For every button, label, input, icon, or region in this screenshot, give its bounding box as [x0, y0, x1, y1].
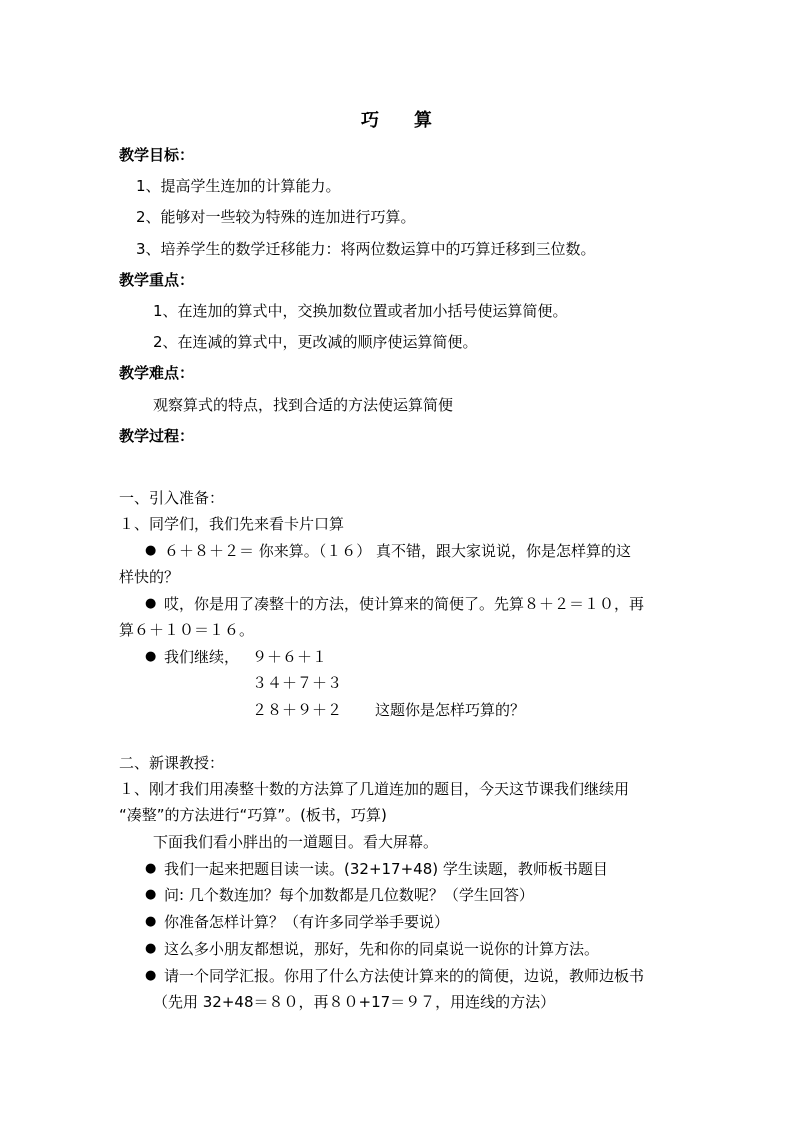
section1-bullet2-line2: 算６＋１０＝１６。	[119, 621, 255, 639]
section1-bullet1-line1: ６＋８＋２＝ 你来算。（１６） 真不错，跟大家说说，你是怎样算的这	[164, 542, 632, 560]
section1-bullet3-label: 我们继续，	[164, 648, 240, 666]
key-point-item-1: 1、在连加的算式中，交换加数位置或者加小括号使运算简便。	[153, 302, 568, 320]
section1-intro: １、同学们，我们先来看卡片口算	[119, 515, 345, 533]
section2-bullet-2: 问: 几个数连加？每个加数都是几位数呢？（学生回答）	[164, 886, 534, 904]
bullet-icon: ●	[145, 968, 157, 983]
expression-3: ２８＋９＋２	[252, 701, 343, 719]
section2-last-line: （先用 32+48＝８０，再８０+17＝９７，用连线的方法）	[153, 993, 556, 1011]
expression-2: ３４＋７＋３	[252, 674, 343, 692]
section2-bullet-4: 这么多小朋友都想说，那好，先和你的同桌说一说你的计算方法。	[164, 940, 600, 958]
title-part-2: 算	[414, 110, 433, 131]
bullet-icon: ●	[145, 861, 157, 876]
section2-bullet-5: 请一个同学汇报。你用了什么方法使计算来的的简便，边说，教师边板书	[164, 967, 645, 985]
title-part-1: 巧	[361, 110, 380, 131]
section1-heading: 一、引入准备：	[119, 489, 225, 507]
section2-bullet-1: 我们一起来把题目读一读。(32+17+48) 学生读题，教师板书题目	[164, 860, 608, 878]
process-heading: 教学过程：	[119, 427, 195, 445]
bullet-icon: ●	[145, 941, 157, 956]
objective-item-1: 1、提高学生连加的计算能力。	[136, 177, 341, 195]
objective-item-3: 3、培养学生的数学迁移能力：将两位数运算中的巧算迁移到三位数。	[136, 240, 596, 258]
key-point-item-2: 2、在连减的算式中，更改减的顺序使运算简便。	[153, 333, 478, 351]
bullet-icon: ●	[145, 649, 157, 664]
section1-bullet1-line2: 样快的？	[119, 568, 180, 586]
difficulty-heading: 教学难点：	[119, 364, 195, 382]
bullet-icon: ●	[145, 887, 157, 902]
section2-para1-line1: １、刚才我们用凑整十数的方法算了几道连加的题目，今天这节课我们继续用	[119, 780, 630, 798]
bullet-icon: ●	[145, 543, 157, 558]
expression-3-note: 这题你是怎样巧算的？	[375, 701, 526, 719]
section1-bullet2-line1: 哎，你是用了凑整十的方法，使计算来的简便了。先算８＋２＝１０，再	[164, 595, 645, 613]
bullet-icon: ●	[145, 596, 157, 611]
document-title	[0, 106, 794, 132]
objectives-heading: 教学目标：	[119, 146, 195, 164]
section2-para1-line2: “凑整”的方法进行“巧算”。(板书，巧算)	[119, 806, 387, 824]
section2-bullet-3: 你准备怎样计算？（有许多同学举手要说）	[164, 913, 450, 931]
section2-heading: 二、新课教授：	[119, 754, 225, 772]
difficulty-text: 观察算式的特点，找到合适的方法使运算简便	[153, 396, 454, 414]
objective-item-2: 2、能够对一些较为特殊的连加进行巧算。	[136, 208, 416, 226]
expression-1: ９＋６＋１	[252, 648, 328, 666]
key-points-heading: 教学重点：	[119, 271, 195, 289]
bullet-icon: ●	[145, 914, 157, 929]
section2-para2: 下面我们看小胖出的一道题目。看大屏幕。	[153, 833, 439, 851]
